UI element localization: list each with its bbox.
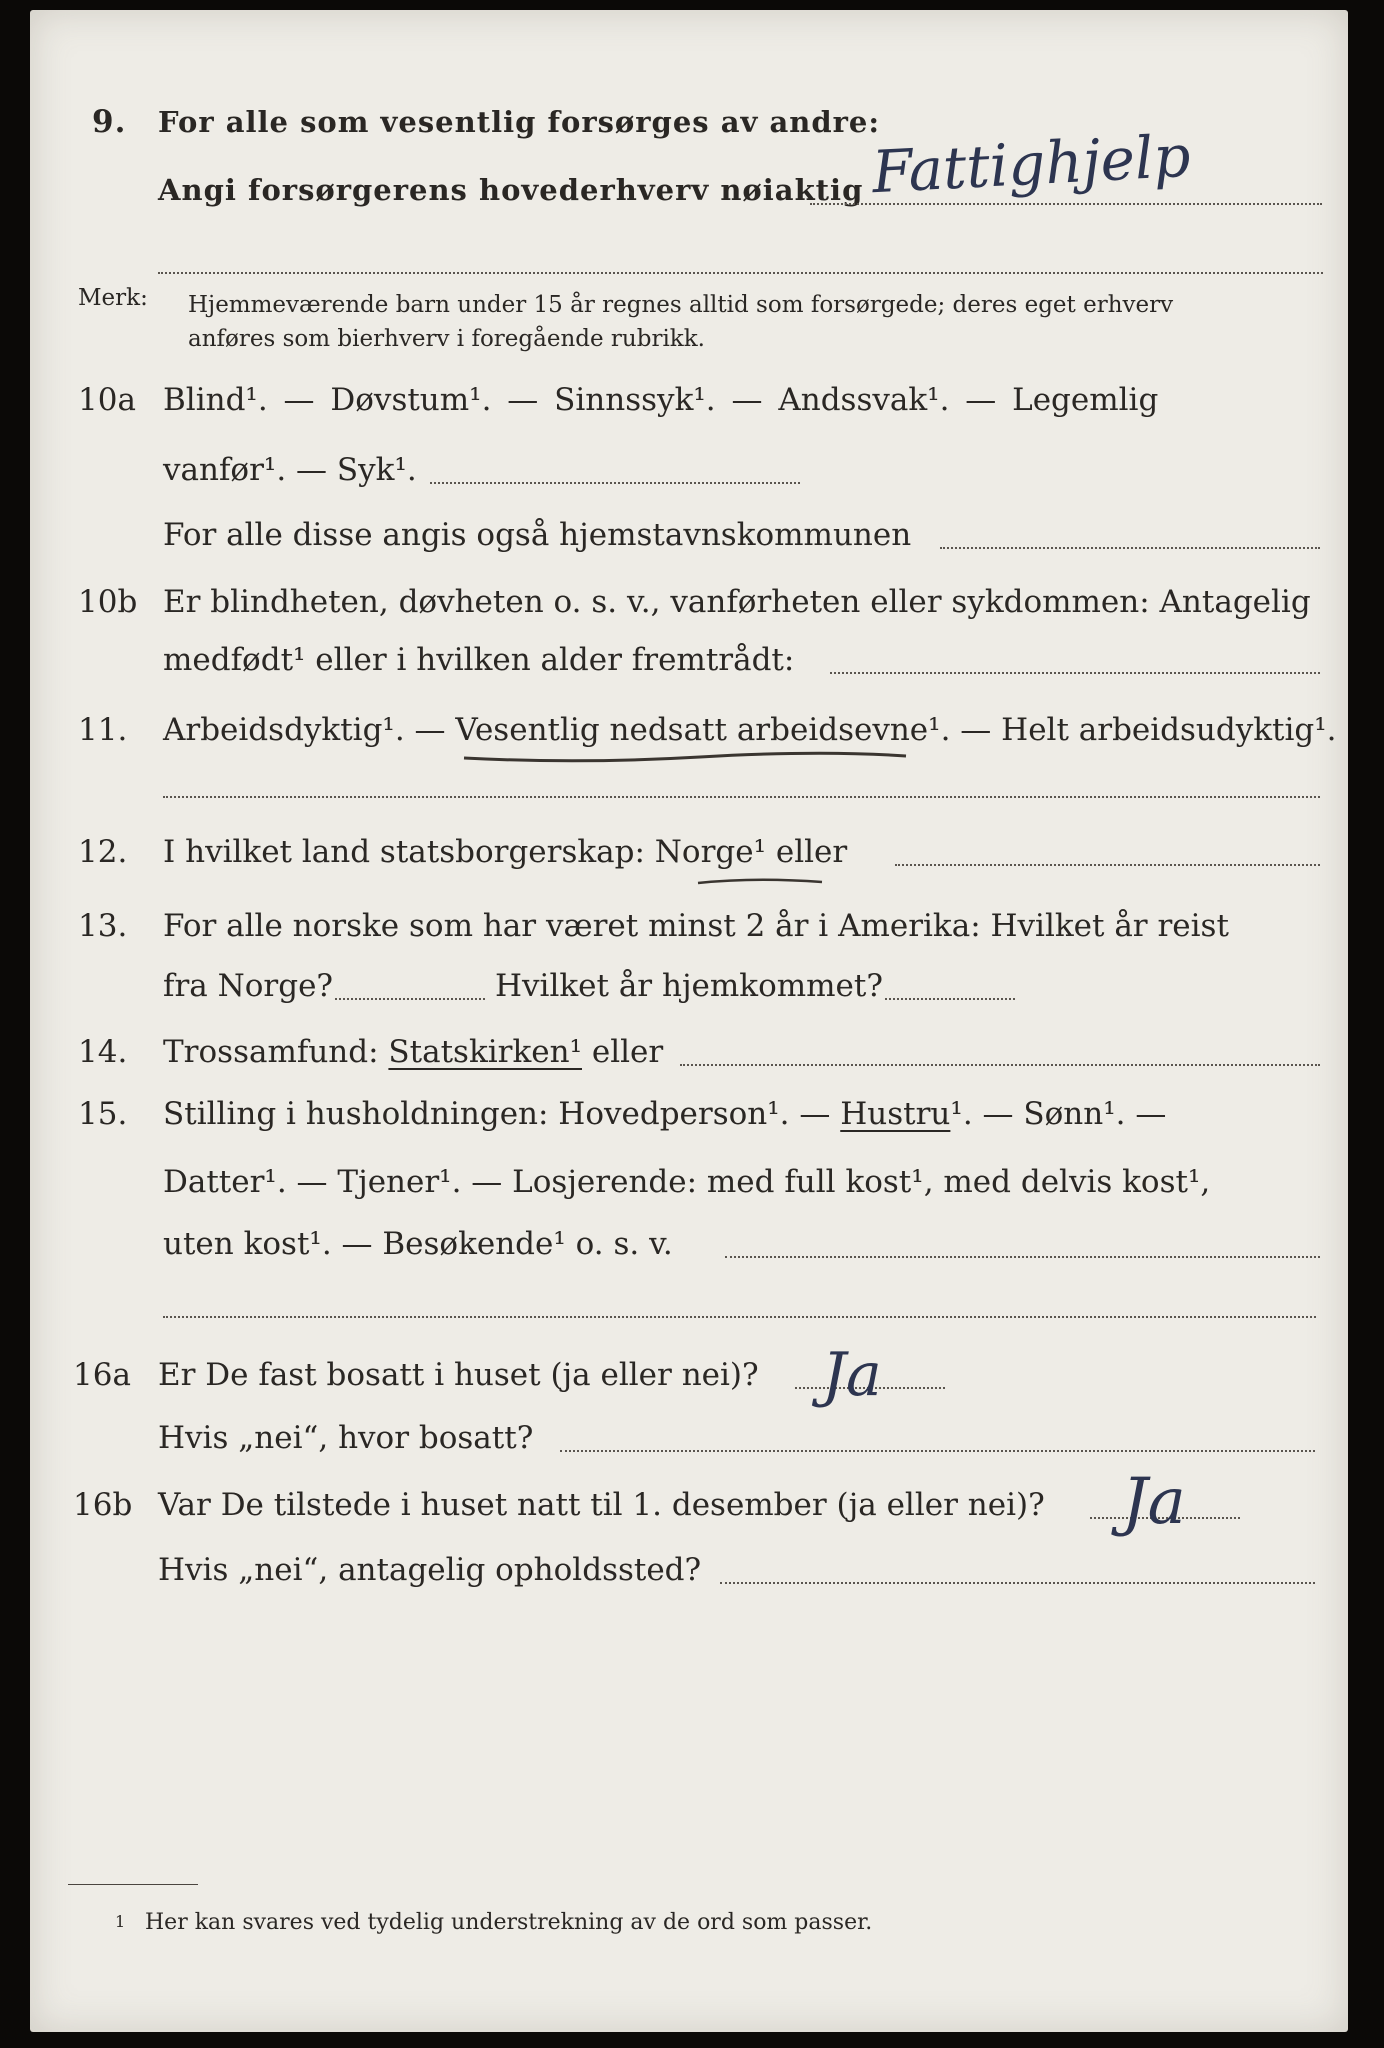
q9-number: 9.	[92, 104, 127, 140]
q12-line	[163, 832, 847, 872]
q15-extra-line	[163, 1316, 1316, 1318]
q9-line2: Angi forsørgerens hovederhverv nøiaktig	[158, 173, 864, 207]
q10b-line2: medfødt¹ eller i hvilken alder fremtrådt:	[163, 642, 795, 678]
q12-question: I hvilket land statsborgerskap:	[163, 834, 655, 870]
q12-option-norge[interactable]: Norge	[654, 834, 754, 870]
q16a-bosatt-line	[560, 1450, 1315, 1452]
q13-reist-line	[335, 998, 485, 1000]
q11-extra-line	[163, 796, 1320, 798]
q14-eller: eller	[582, 1034, 664, 1070]
q16a-handwritten-answer[interactable]: Ja	[822, 1340, 882, 1410]
merk-line2: anføres som bierhverv i foregående rubrikk.	[188, 326, 705, 352]
q9-handwritten-answer[interactable]: Fattighjelp	[870, 121, 1193, 207]
q10a-syk-line	[430, 482, 800, 484]
q14-number: 14.	[78, 1034, 128, 1070]
q16a-line1: Er De fast bosatt i huset (ja eller nei)?	[158, 1357, 759, 1393]
q11-option-arbeidsdyktig: Arbeidsdyktig¹. —	[163, 712, 456, 748]
q15-line2: Datter¹. — Tjener¹. — Losjerende: med full kost¹, med delvis kost¹,	[163, 1164, 1211, 1200]
footnote-rule	[68, 1884, 198, 1885]
q11-option-nedsatt[interactable]: Vesentlig nedsatt arbeidsevne	[455, 712, 929, 748]
q15-options-a: Stilling i husholdningen: Hovedperson¹. —	[163, 1096, 841, 1132]
q14-question: Trossamfund:	[163, 1034, 389, 1070]
q16b-line2: Hvis „nei“, antagelig opholdssted?	[158, 1552, 702, 1588]
q16b-line1: Var De tilstede i huset natt til 1. desember (ja eller nei)?	[158, 1487, 1045, 1523]
census-form-page	[30, 10, 1348, 2032]
q12-number: 12.	[78, 834, 128, 870]
q10b-line1: Er blindheten, døvheten o. s. v., vanførheten eller sykdommen: Antagelig	[163, 584, 1311, 620]
q10b-number: 10b	[78, 584, 138, 620]
q13-line2a: fra Norge?	[163, 968, 334, 1004]
q13-hjemkommet-line	[885, 998, 1015, 1000]
footnote-mark: 1	[115, 1912, 126, 1931]
q16a-line2: Hvis „nei“, hvor bosatt?	[158, 1420, 534, 1456]
q13-number: 13.	[78, 908, 128, 944]
q15-line1	[163, 1094, 1166, 1134]
q16b-handwritten-answer[interactable]: Ja	[1122, 1465, 1186, 1539]
q16a-number: 16a	[73, 1357, 131, 1393]
q12-answer-line	[895, 864, 1320, 866]
q15-option-hustru[interactable]: Hustru	[840, 1096, 951, 1132]
q16b-number: 16b	[73, 1487, 133, 1523]
q15-answer-line	[725, 1256, 1320, 1258]
merk-label: Merk:	[78, 285, 148, 311]
q10a-line2: vanfør¹. — Syk¹.	[163, 452, 417, 488]
q14-line	[163, 1032, 663, 1072]
q11-number: 11.	[78, 712, 128, 748]
q15-number: 15.	[78, 1096, 128, 1132]
q11-underline-mark	[460, 748, 910, 766]
q12-eller: ¹ eller	[753, 834, 848, 870]
q13-line2b: Hvilket år hjemkommet?	[495, 968, 883, 1004]
q10a-line1: Blind¹. — Døvstum¹. — Sinnssyk¹. — Andssvak¹. — Legemlig	[163, 382, 1159, 418]
q10a-number: 10a	[78, 382, 136, 418]
q13-line1: For alle norske som har været minst 2 år i Amerika: Hvilket år reist	[163, 908, 1229, 944]
q9-extra-line	[158, 272, 1323, 274]
q10a-line3: For alle disse angis også hjemstavnskommunen	[163, 517, 912, 553]
q9-line1: For alle som vesentlig forsørges av andre:	[158, 105, 881, 139]
q14-option-statskirken[interactable]: Statskirken¹	[388, 1034, 582, 1070]
q11-option-udyktig: ¹. — Helt arbeidsudyktig¹.	[928, 712, 1337, 748]
q14-answer-line	[680, 1064, 1320, 1066]
q16b-opholdssted-line	[720, 1582, 1315, 1584]
q11-line	[163, 710, 1337, 750]
q10b-answer-line	[830, 672, 1320, 674]
q15-options-c: ¹. — Sønn¹. —	[950, 1096, 1167, 1132]
footnote-text: Her kan svares ved tydelig understrekning av de ord som passer.	[145, 1910, 873, 1935]
q10a-kommune-line	[940, 547, 1320, 549]
q12-underline-mark	[695, 874, 825, 888]
q15-line3: uten kost¹. — Besøkende¹ o. s. v.	[163, 1226, 673, 1262]
merk-line1: Hjemmeværende barn under 15 år regnes alltid som forsørgede; deres eget erhverv	[188, 292, 1174, 318]
